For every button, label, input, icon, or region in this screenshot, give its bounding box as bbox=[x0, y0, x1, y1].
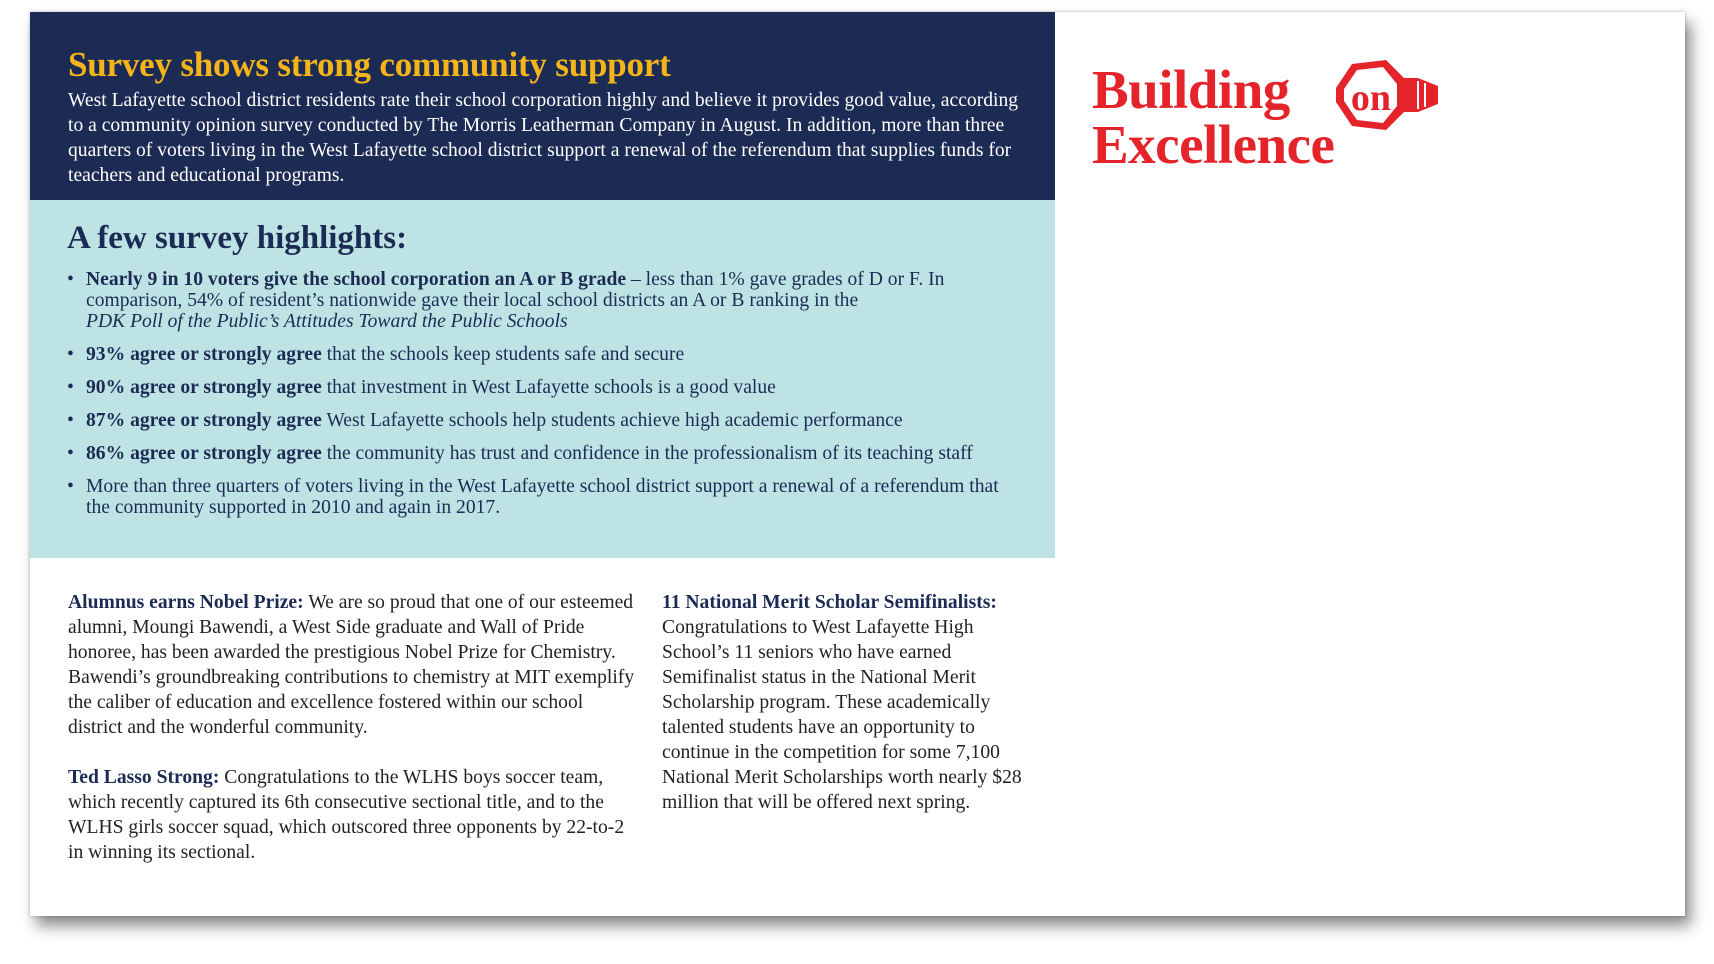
news-column-left bbox=[68, 590, 638, 890]
highlight-text: that the schools keep students safe and secure bbox=[321, 344, 685, 365]
nobel-heading: Alumnus earns Nobel Prize: bbox=[68, 592, 304, 613]
highlight-item bbox=[67, 443, 1025, 464]
bullet-icon: • bbox=[67, 377, 74, 398]
bullet-icon: • bbox=[67, 410, 74, 431]
highlight-bold: 90% agree or strongly agree bbox=[86, 377, 322, 398]
survey-banner bbox=[30, 12, 1055, 200]
merit-article bbox=[662, 590, 1032, 815]
highlight-text: the community has trust and confidence in the professionalism of its teaching staff bbox=[321, 443, 973, 464]
bullet-icon: • bbox=[67, 344, 74, 365]
news-column-right bbox=[662, 590, 1032, 840]
highlight-text: West Lafayette schools help students achieve high academic performance bbox=[321, 410, 903, 431]
logo-badge-text: on bbox=[1350, 77, 1392, 119]
highlights-list bbox=[67, 269, 1025, 518]
highlight-text: More than three quarters of voters living in the West Lafayette school district support a renewal of a referendum that the community supported in 2010 and again in 2017. bbox=[86, 476, 999, 518]
logo-word-building: Building bbox=[1092, 59, 1290, 120]
newsletter-card bbox=[30, 12, 1685, 916]
soccer-article bbox=[68, 765, 638, 865]
highlights-panel bbox=[30, 200, 1055, 558]
survey-title: Survey shows strong community support bbox=[68, 45, 671, 84]
merit-body: Congratulations to West Lafayette High School’s 11 seniors who have earned Semifinalist status in the National Merit Scholarship program. These academically talented students have an opportunity to continue in the competition for some 7,100 National Merit Scholarships worth nearly $28 million that will be offered next spring. bbox=[662, 617, 1022, 813]
logo-word-excellence: Excellence bbox=[1092, 114, 1335, 175]
highlight-bold: 93% agree or strongly agree bbox=[86, 344, 322, 365]
highlights-title: A few survey highlights: bbox=[67, 220, 408, 256]
highlight-item bbox=[67, 410, 1025, 431]
highlight-item bbox=[67, 377, 1025, 398]
building-on-excellence-logo bbox=[1092, 54, 1452, 184]
highlight-italic: PDK Poll of the Public’s Attitudes Toward the Public Schools bbox=[86, 311, 568, 332]
highlight-text: – less than 1% gave grades of D or F. In comparison, 54% of resident’s nationwide gave their local school districts an A or B ranking in the bbox=[86, 269, 945, 311]
highlight-text: that investment in West Lafayette schools is a good value bbox=[321, 377, 776, 398]
survey-intro: West Lafayette school district residents rate their school corporation highly and believe it provides good value, according to a community opinion survey conducted by The Morris Leatherman Company in August. In addition, more than three quarters of voters living in the West Lafayette school district support a renewal of the referendum that supplies funds for teachers and educational programs. bbox=[68, 90, 1019, 186]
nobel-body: We are so proud that one of our esteemed alumni, Moungi Bawendi, a West Side graduate and Wall of Pride honoree, has been awarded the prestigious Nobel Prize for Chemistry. Bawendi’s groundbreaking contributions to chemistry at MIT exemplify the caliber of education and excellence fostered within our school district and the wonderful community. bbox=[68, 592, 635, 738]
highlight-item bbox=[67, 476, 1025, 518]
highlight-bold: 87% agree or strongly agree bbox=[86, 410, 322, 431]
soccer-heading: Ted Lasso Strong: bbox=[68, 767, 220, 788]
merit-heading: 11 National Merit Scholar Semifinalists: bbox=[662, 592, 997, 613]
highlight-item bbox=[67, 269, 1025, 332]
bullet-icon: • bbox=[67, 476, 74, 497]
bullet-icon: • bbox=[67, 443, 74, 464]
highlight-bold: 86% agree or strongly agree bbox=[86, 443, 322, 464]
highlight-bold: Nearly 9 in 10 voters give the school corporation an A or B grade bbox=[86, 269, 627, 290]
on-badge-icon bbox=[1328, 58, 1448, 132]
bullet-icon: • bbox=[67, 269, 74, 290]
soccer-body: Congratulations to the WLHS boys soccer team, which recently captured its 6th consecutive sectional title, and to the WLHS girls soccer squad, which outscored three opponents by 22-to-2 in winning its sectional. bbox=[68, 767, 625, 863]
nobel-article bbox=[68, 590, 638, 740]
highlight-item bbox=[67, 344, 1025, 365]
